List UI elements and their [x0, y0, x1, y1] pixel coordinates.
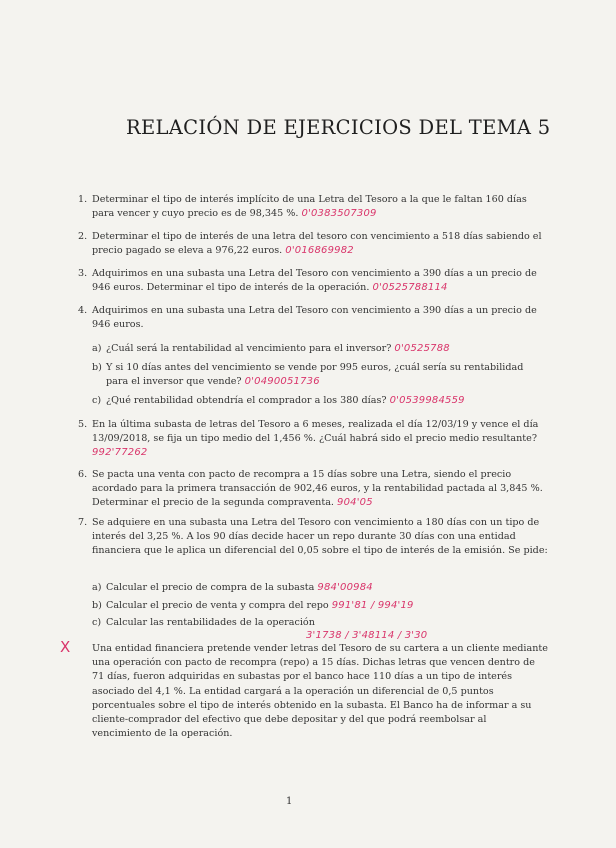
exercise-number: 4.: [78, 305, 88, 316]
exercise-1: [78, 193, 548, 223]
exercise-3: [78, 267, 548, 297]
exercise-8: [78, 642, 548, 742]
page-title: RELACIÓN DE EJERCICIOS DEL TEMA 5: [126, 116, 551, 139]
handwritten-answer: 0'0539984559: [389, 395, 465, 406]
handwritten-answer: 904'05: [337, 497, 373, 509]
exercise-4-part-c: c) ¿Qué rentabilidad obtendría el comprador a los 380 días? 0'0539984559: [92, 395, 465, 406]
handwritten-answer: 0'0383507309: [301, 208, 377, 220]
exercise-text: Una entidad financiera pretende vender letras del Tesoro de su cartera a un cliente mediante una operación con pacto de recompra (repo) a 15 días. Dichas letras que vencen dentro de 71 días, fueron adquiridas en subastas por el banco hace 110 días a un tipo de interés asociado del 4,1 %. La entidad cargará a la operación un diferencial de 0,5 puntos porcentuales sobre el tipo de interés obtenido en la subasta. El Banco ha de informar a su cliente-comprador del efectivo que debe depositar y del que podrá reembolsar al vencimiento de la operación.: [92, 643, 548, 740]
exercise-number: 2.: [78, 231, 88, 242]
exercise-4-part-a: a) ¿Cuál será la rentabilidad al vencimiento para el inversor? 0'0525788: [92, 343, 450, 354]
exercise-4: [78, 304, 548, 334]
handwritten-answer-7c: 3'1738 / 3'48114 / 3'30: [306, 630, 428, 641]
exercise-text: Adquirimos en una subasta una Letra del Tesoro con vencimiento a 390 días a un precio de 946 euros.: [92, 305, 537, 331]
handwritten-answer: 0'016869982: [285, 245, 354, 257]
exercise-7-part-c: c) Calcular las rentabilidades de la operación: [92, 617, 315, 628]
exercise-6: [78, 468, 548, 512]
exercise-number: 5.: [78, 419, 88, 430]
exercise-7-part-b: b) Calcular el precio de venta y compra del repo 991'81 / 994'19: [92, 600, 414, 611]
cross-mark-icon: X: [60, 638, 71, 656]
exercise-7-part-a: a) Calcular el precio de compra de la subasta 984'00984: [92, 582, 373, 593]
exercise-4-part-b: b) Y si 10 días antes del vencimiento se vende por 995 euros, ¿cuál sería su rentabilidad para el inversor que vende? 0'0490051736: [92, 362, 524, 388]
page-number: 1: [286, 796, 293, 807]
exercise-number: 6.: [78, 469, 88, 480]
exercise-2: [78, 230, 548, 260]
exercise-text: Determinar el tipo de interés implícito de una Letra del Tesoro a la que le faltan 160 días para vencer y cuyo precio es de 98,345 %. 0'0383507309: [92, 194, 527, 220]
exercise-text: Se adquiere en una subasta una Letra del Tesoro con vencimiento a 180 días con un tipo de interés del 3,25 %. A los 90 días decide hacer un repo durante 30 días con una entidad financiera que le aplica un diferencial del 0,05 sobre el tipo de interés de la emisión. Se pide:: [92, 517, 548, 557]
exercise-number: 7.: [78, 517, 88, 528]
exercise-text: En la última subasta de letras del Tesoro a 6 meses, realizada el día 12/03/19 y vence el día 13/09/2018, se fija un tipo medio del 1,456 %. ¿Cuál habrá sido el precio medio resultante? 992'77262: [92, 419, 539, 459]
handwritten-answer: 0'0525788: [394, 343, 450, 354]
exercise-number: 1.: [78, 194, 88, 205]
exercise-7: [78, 516, 548, 574]
handwritten-answer: 984'00984: [317, 582, 373, 593]
exercise-text: Determinar el tipo de interés de una letra del tesoro con vencimiento a 518 días sabiendo el precio pagado se eleva a 976,22 euros. 0'016869982: [92, 231, 542, 257]
handwritten-answer: 992'77262: [92, 447, 148, 459]
handwritten-answer: 0'0490051736: [244, 376, 320, 388]
exercise-number: 3.: [78, 268, 88, 279]
exercise-5: [78, 418, 548, 462]
exercise-text: Adquirimos en una subasta una Letra del Tesoro con vencimiento a 390 días a un precio de 946 euros. Determinar el tipo de interés de la operación. 0'0525788114: [92, 268, 537, 294]
handwritten-answer: 991'81 / 994'19: [331, 600, 414, 611]
exercise-text: Se pacta una venta con pacto de recompra a 15 días sobre una Letra, siendo el precio acordado para la primera transacción de 902,46 euros, y la rentabilidad pactada al 3,845 %. Determinar el precio de la segunda compraventa. 904'05: [92, 469, 543, 509]
handwritten-answer: 0'0525788114: [372, 282, 448, 294]
